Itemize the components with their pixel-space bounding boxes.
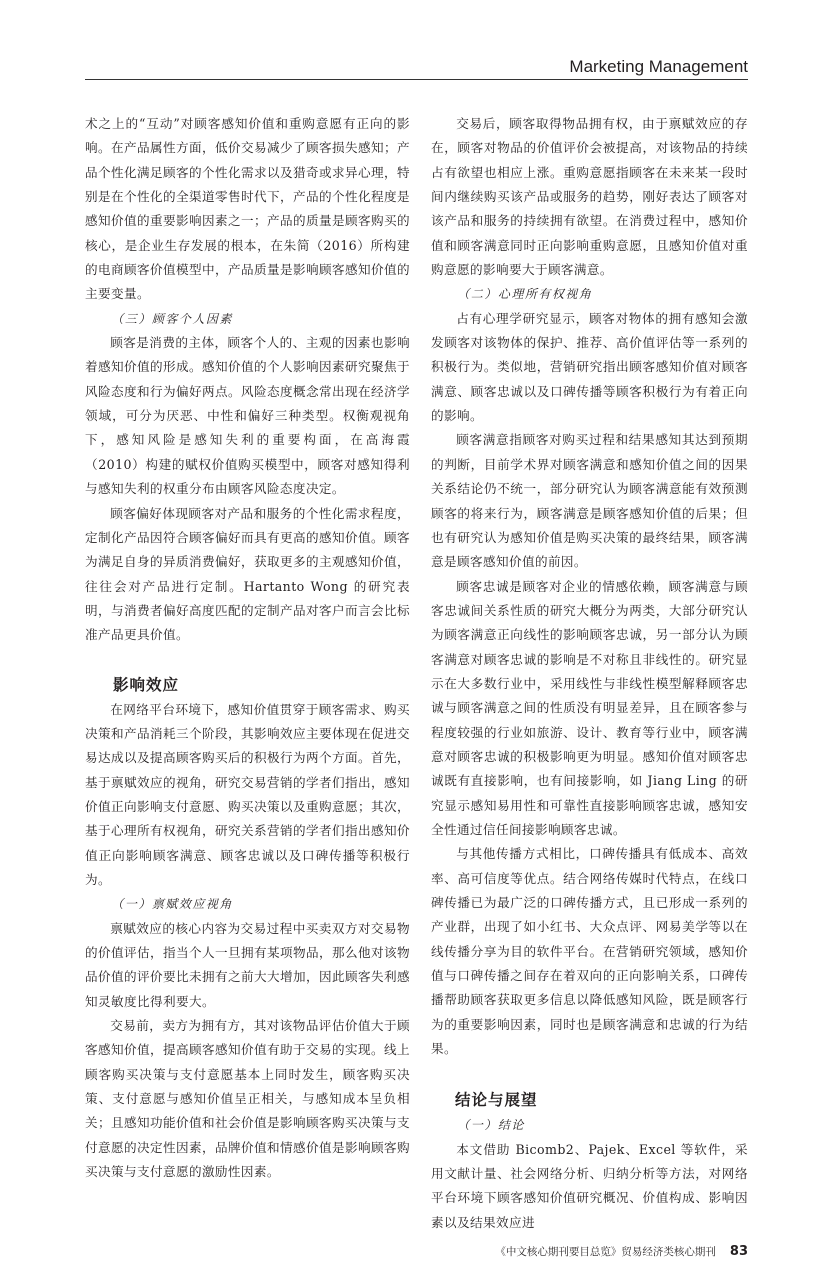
paragraph: 本文借助 Bicomb2、Pajek、Excel 等软件，采用文献计量、社会网络分析、归纳分析等方法，对网络平台环境下顾客感知价值研究概况、价值构成、影响因素以及结果效应进 — [431, 1141, 748, 1230]
subheading: （三）顾客个人因素 — [111, 311, 233, 326]
columns — [85, 112, 748, 1235]
section-heading: 结论与展望 — [455, 1091, 538, 1110]
left-column — [85, 112, 410, 1235]
paragraph: 禀赋效应的核心内容为交易过程中买卖双方对交易物的价值评估，指当个人一旦拥有某项物品，那么他对该物品价值的评价要比未拥有之前大大增加，因此顾客失利感知灵敏度比得利要大。 — [85, 920, 410, 1009]
paragraph: 占有心理学研究显示，顾客对物体的拥有感知会激发顾客对该物体的保护、推荐、高价值评估等一系列的积极行为。类似地，营销研究指出顾客感知价值对顾客满意、顾客忠诚以及口碑传播等顾客积极行为有着正向的影响。 — [431, 310, 748, 424]
page-footer — [85, 1243, 748, 1261]
paragraph: 顾客偏好体现顾客对产品和服务的个性化需求程度，定制化产品因符合顾客偏好而具有更高的感知价值。顾客为满足自身的异质消费偏好，获取更多的主观感知价值，往往会对产品进行定制。Hartanto Wong 的研究表明，与消费者偏好高度匹配的定制产品对客户而言会比标准产品更具价值。 — [85, 505, 410, 643]
paragraph: 顾客忠诚是顾客对企业的情感依赖，顾客满意与顾客忠诚间关系性质的研究大概分为两类，大部分研究认为顾客满意正向线性的影响顾客忠诚，另一部分认为顾客满意对顾客忠诚的影响是不对称且非线性的。研究显示在大多数行业中，采用线性与非线性模型解释顾客忠诚与顾客满意之间的性质没有明显差异，且在顾客参与程度较强的行业如旅游、设计、教育等行业中，顾客满意对顾客忠诚的积极影响更为明显。感知价值对顾客忠诚既有直接影响，也有间接影响，如 Jiang Ling 的研究显示感知易用性和可靠性直接影响顾客忠诚，感知安全性通过信任间接影响顾客忠诚。 — [431, 578, 748, 837]
right-column — [431, 112, 748, 1235]
paragraph: 交易后，顾客取得物品拥有权，由于禀赋效应的存在，顾客对物品的价值评价会被提高，对该物品的持续占有欲望也相应上涨。重购意愿指顾客在未来某一段时间内继续购买该产品或服务的趋势，刚好表达了顾客对该产品和服务的持续拥有欲望。在消费过程中，感知价值和顾客满意同时正向影响重购意愿，且感知价值对重购意愿的影响要大于顾客满意。 — [431, 116, 748, 278]
subheading: （二）心理所有权视角 — [457, 287, 593, 302]
paragraph: 术之上的“互动”对顾客感知价值和重购意愿有正向的影响。在产品属性方面，低价交易减少了顾客损失感知；产品个性化满足顾客的个性化需求以及猎奇或求异心理，特别是在个性化的全渠道零售时代下，产品的个性化程度是感知价值的重要影响因素之一；产品的质量是顾客购买的核心，是企业生存发展的根本，在朱简（2016）所构建的电商顾客价值模型中，产品质量是影响顾客感知价值的主要变量。 — [85, 116, 410, 302]
paragraph: 在网络平台环境下，感知价值贯穿于顾客需求、购买决策和产品消耗三个阶段，其影响效应主要体现在促进交易达成以及提高顾客购买后的积极行为两个方面。首先，基于禀赋效应的视角，研究交易营销的学者们指出，感知价值正向影响支付意愿、购买决策以及重购意愿；其次，基于心理所有权视角，研究关系营销的学者们指出感知价值正向影响顾客满意、顾客忠诚以及口碑传播等积极行为。 — [85, 701, 410, 887]
paragraph: 顾客是消费的主体，顾客个人的、主观的因素也影响着感知价值的形成。感知价值的个人影响因素研究聚焦于风险态度和行为偏好两点。风险态度概念常出现在经济学领域，可分为厌恶、中性和偏好三种类型。权衡观视角下，感知风险是感知失利的重要构面，在高海霞（2010）构建的赋权价值购买模型中，顾客对感知得利与感知失利的权重分布由顾客风险态度决定。 — [85, 335, 410, 497]
subheading: （一）结论 — [457, 1118, 525, 1133]
running-header — [85, 57, 748, 80]
page-number: 83 — [729, 1244, 748, 1260]
section-heading: 影响效应 — [113, 675, 180, 694]
journal-name: 《中文核心期刊要目总览》贸易经济类核心期刊 — [495, 1246, 716, 1259]
paragraph: 交易前，卖方为拥有方，其对该物品评估价值大于顾客感知价值，提高顾客感知价值有助于交易的实现。线上顾客购买决策与支付意愿基本上同时发生，顾客购买决策、支付意愿与感知价值呈正相关，与感知成本呈负相关；且感知功能价值和社会价值是影响顾客购买决策与支付意愿的决定性因素，品牌价值和情感价值是影响顾客购买决策与支付意愿的激励性因素。 — [85, 1018, 410, 1180]
running-header-title: Marketing Management — [569, 57, 748, 76]
paragraph: 与其他传播方式相比，口碑传播具有低成本、高效率、高可信度等优点。结合网络传媒时代特点，在线口碑传播已为最广泛的口碑传播方式，且已形成一系列的产业群，出现了如小红书、大众点评、网易美学等以在线传播分享为目的软件平台。在营销研究领域，感知价值与口碑传播之间存在着双向的正向影响关系，口碑传播帮助顾客获取更多信息以降低感知风险，既是顾客行为的重要影响因素，同时也是顾客满意和忠诚的行为结果。 — [431, 846, 748, 1057]
subheading: （一）禀赋效应视角 — [111, 897, 233, 912]
paragraph: 顾客满意指顾客对购买过程和结果感知其达到预期的判断，目前学术界对顾客满意和感知价值之间的因果关系结论仍不统一，部分研究认为顾客满意能有效预测顾客的将来行为，顾客满意是顾客感知价值的后果；但也有研究认为感知价值是购买决策的最终结果，顾客满意是顾客感知价值的前因。 — [431, 432, 748, 570]
